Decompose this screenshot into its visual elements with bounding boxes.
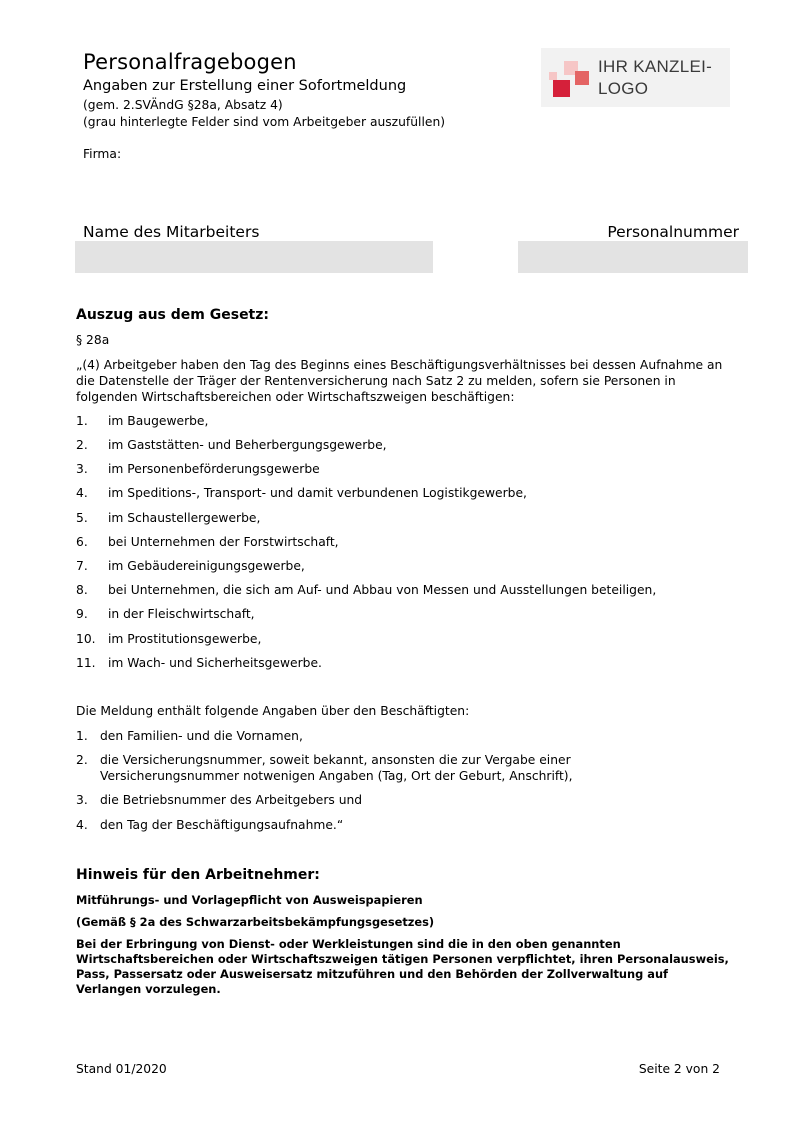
list-text: den Tag der Beschäftigungsaufnahme.“ bbox=[100, 818, 344, 832]
list-text: im Gebäudereinigungsgewerbe, bbox=[108, 559, 305, 573]
list-text: im Gaststätten- und Beherbergungsgewerbe, bbox=[108, 438, 387, 452]
list-text: im Personenbeförderungsgewerbe bbox=[108, 462, 320, 476]
page-subtitle: Angaben zur Erstellung einer Sofortmeldung bbox=[83, 78, 407, 94]
hinweis-sub1: Mitführungs- und Vorlagepflicht von Ausweispapieren bbox=[76, 893, 423, 907]
paragraph-ref: § 28a bbox=[76, 333, 110, 347]
list-num: 11. bbox=[76, 656, 96, 670]
form-note: (grau hinterlegte Felder sind vom Arbeitgeber auszufüllen) bbox=[83, 115, 446, 129]
list-text: im Wach- und Sicherheitsgewerbe. bbox=[108, 656, 322, 670]
list-num: 9. bbox=[76, 607, 88, 621]
firma-label: Firma: bbox=[83, 147, 122, 161]
list-num: 3. bbox=[76, 793, 88, 807]
personalnummer-input[interactable] bbox=[518, 241, 748, 273]
hinweis-heading: Hinweis für den Arbeitnehmer: bbox=[76, 867, 320, 883]
list-num: 6. bbox=[76, 535, 88, 549]
footer-page-number: Seite 2 von 2 bbox=[638, 1062, 720, 1076]
list-num: 4. bbox=[76, 486, 88, 500]
list-num: 10. bbox=[76, 632, 96, 646]
gesetz-intro: „(4) Arbeitgeber haben den Tag des Beginns eines Beschäftigungsverhältnisses bei dessen Aufnahme an die Datenstelle der Träger der Rentenversicherung nach Satz 2 zu melden, sofern sie Personen in folgenden Wirtschaftsbereichen oder Wirtschaftszweigen beschäftigen: bbox=[76, 358, 723, 404]
list-text: in der Fleischwirtschaft, bbox=[108, 607, 255, 621]
law-reference: (gem. 2.SVÄndG §28a, Absatz 4) bbox=[83, 98, 283, 112]
meldung-intro: Die Meldung enthält folgende Angaben über den Beschäftigten: bbox=[76, 704, 470, 718]
logo-text-line2: LOGO bbox=[598, 79, 649, 98]
logo-text bbox=[598, 56, 712, 100]
list-text: im Baugewerbe, bbox=[108, 414, 209, 428]
hinweis-sub2: (Gemäß § 2a des Schwarzarbeitsbekämpfungsgesetzes) bbox=[76, 915, 435, 929]
list-text: im Speditions-, Transport- und damit verbundenen Logistikgewerbe, bbox=[108, 486, 527, 500]
list-text: im Prostitutionsgewerbe, bbox=[108, 632, 262, 646]
kanzlei-logo bbox=[541, 48, 730, 107]
list-num: 1. bbox=[76, 729, 88, 743]
list-text: die Versicherungsnummer, soweit bekannt, ansonsten die zur Vergabe einer bbox=[100, 753, 571, 767]
list-num: 1. bbox=[76, 414, 88, 428]
logo-square-small bbox=[549, 72, 557, 80]
logo-square-dark bbox=[553, 80, 570, 97]
logo-square-mid bbox=[575, 71, 589, 85]
personalnummer-label: Personalnummer bbox=[607, 223, 739, 241]
list-num: 2. bbox=[76, 753, 88, 767]
list-num: 5. bbox=[76, 511, 88, 525]
list-num: 3. bbox=[76, 462, 88, 476]
list-text: im Schaustellergewerbe, bbox=[108, 511, 261, 525]
list-num: 2. bbox=[76, 438, 88, 452]
list-num: 7. bbox=[76, 559, 88, 573]
list-num: 8. bbox=[76, 583, 88, 597]
footer-stand: Stand 01/2020 bbox=[76, 1062, 167, 1076]
list-text: die Betriebsnummer des Arbeitgebers und bbox=[100, 793, 363, 807]
page-title: Personalfragebogen bbox=[83, 50, 297, 74]
list-text: bei Unternehmen der Forstwirtschaft, bbox=[108, 535, 339, 549]
list-text: bei Unternehmen, die sich am Auf- und Abbau von Messen und Ausstellungen beteiligen, bbox=[108, 583, 657, 597]
list-text: den Familien- und die Vornamen, bbox=[100, 729, 303, 743]
name-label: Name des Mitarbeiters bbox=[83, 223, 260, 241]
list-text: Versicherungsnummer notwenigen Angaben (Tag, Ort der Geburt, Anschrift), bbox=[100, 769, 573, 783]
list-num: 4. bbox=[76, 818, 88, 832]
logo-text-line1: IHR KANZLEI- bbox=[598, 57, 713, 76]
gesetz-heading: Auszug aus dem Gesetz: bbox=[76, 307, 269, 323]
hinweis-body: Bei der Erbringung von Dienst- oder Werkleistungen sind die in den oben genannten Wirtschaftsbereichen oder Wirtschaftszweigen tätigen Personen verpflichtet, ihren Personalausweis, Pass, Passersatz oder Ausweisersatz mitzuführen und den Behörden der Zollverwaltung auf Verlangen vorzulegen. bbox=[76, 937, 729, 996]
name-input[interactable] bbox=[75, 241, 433, 273]
